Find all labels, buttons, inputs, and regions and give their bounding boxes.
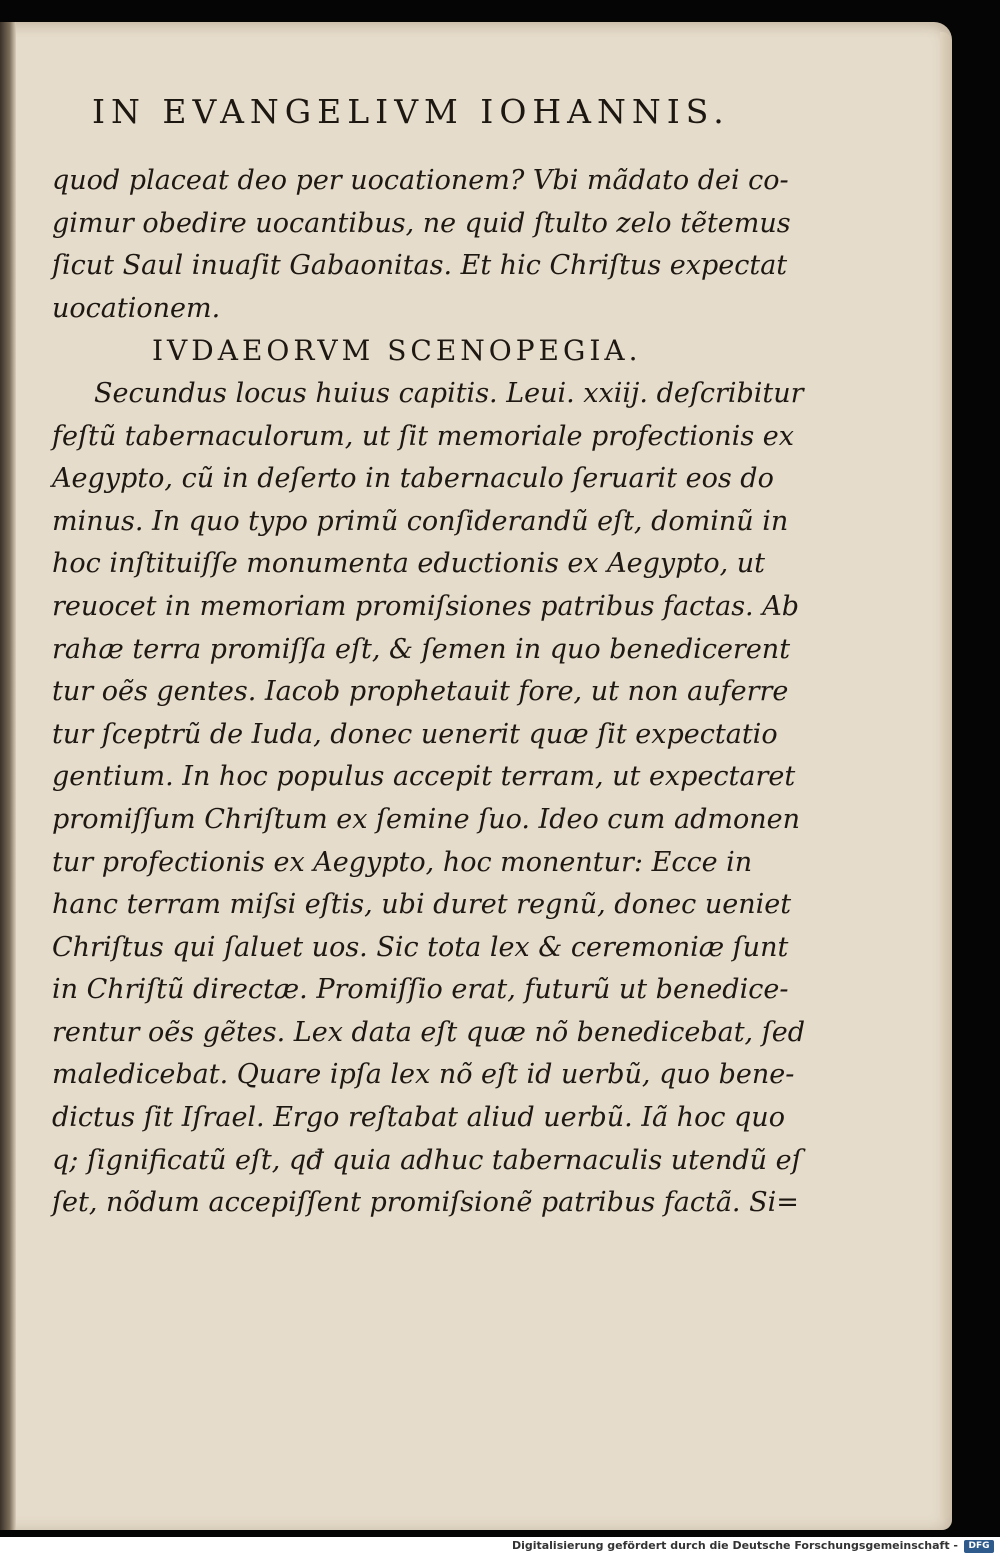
- text-line: tur oẽs gentes. Iacob prophetauit fore, ut non auferre: [52, 676, 789, 708]
- text-line: Aegypto, cũ in deſerto in tabernaculo ſeruarit eos do: [52, 463, 774, 495]
- text-line: maledicebat. Quare ipſa lex nõ eſt id uerbũ, quo bene-: [52, 1059, 795, 1091]
- text-line: tur profectionis ex Aegypto, hoc monentur: Ecce in: [52, 846, 753, 878]
- text-line: reuocet in memoriam promiſsiones patribus factas. Ab: [52, 590, 800, 622]
- text-line: ſicut Saul inuaſit Gabaonitas. Et hic Chriſtus expectat: [52, 250, 788, 282]
- dfg-logo: DFG: [964, 1540, 994, 1553]
- text-line: tur ſceptrũ de Iuda, donec uenerit quæ ſit expectatio: [52, 718, 778, 750]
- text-line: Secundus locus huius capitis. Leui. xxiij. deſcribitur: [94, 377, 804, 409]
- page-spine-shadow: [0, 22, 16, 1530]
- text-line: q; ſignificatũ eſt, qđ quia adhuc tabernaculis utendũ eſ: [52, 1144, 802, 1176]
- running-head: IN EVANGELIVM IOHANNIS.: [92, 92, 730, 131]
- text-line: Chriſtus qui ſaluet uos. Sic tota lex & ceremoniæ ſunt: [52, 931, 789, 963]
- text-line: in Chriſtũ directæ. Promiſſio erat, futurũ ut benedice-: [52, 974, 789, 1006]
- text-line: rahæ terra promiſſa eſt, & ſemen in quo benedicerent: [52, 633, 791, 665]
- text-line: uocationem.: [52, 292, 221, 324]
- text-line: minus. In quo typo primũ conſiderandũ eſt, dominũ in: [52, 505, 789, 537]
- text-line: hanc terram miſsi eſtis, ubi duret regnũ, donec ueniet: [52, 889, 792, 921]
- text-line: gimur obedire uocantibus, ne quid ſtulto zelo tẽtemus: [52, 207, 791, 239]
- section-heading: IVDAEORVM SCENOPEGIA.: [152, 334, 642, 368]
- text-block: [52, 160, 805, 1225]
- text-line: dictus ſit Iſrael. Ergo reſtabat aliud uerbũ. Iã hoc quo: [52, 1102, 785, 1134]
- text-line: gentium. In hoc populus accepit terram, ut expectaret: [52, 761, 796, 793]
- text-line: ſet, nõdum accepiſſent promiſsionẽ patribus factã. Si=: [52, 1187, 799, 1219]
- text-line: rentur oẽs gẽtes. Lex data eſt quæ nõ benedicebat, ſed: [52, 1016, 805, 1048]
- text-line: promiſſum Chriſtum ex ſemine ſuo. Ideo cum admonen: [52, 803, 800, 835]
- text-line: hoc inſtituiſſe monumenta eductionis ex Aegypto, ut: [52, 548, 765, 580]
- page-fore-edge: [940, 32, 952, 1520]
- text-line: quod placeat deo per uocationem? Vbi mãdato dei co-: [52, 165, 789, 196]
- funding-credit: Digitalisierung gefördert durch die Deutsche Forschungsgemeinschaft -: [511, 1539, 958, 1552]
- text-line: feſtũ tabernaculorum, ut ſit memoriale profectionis ex: [52, 420, 794, 452]
